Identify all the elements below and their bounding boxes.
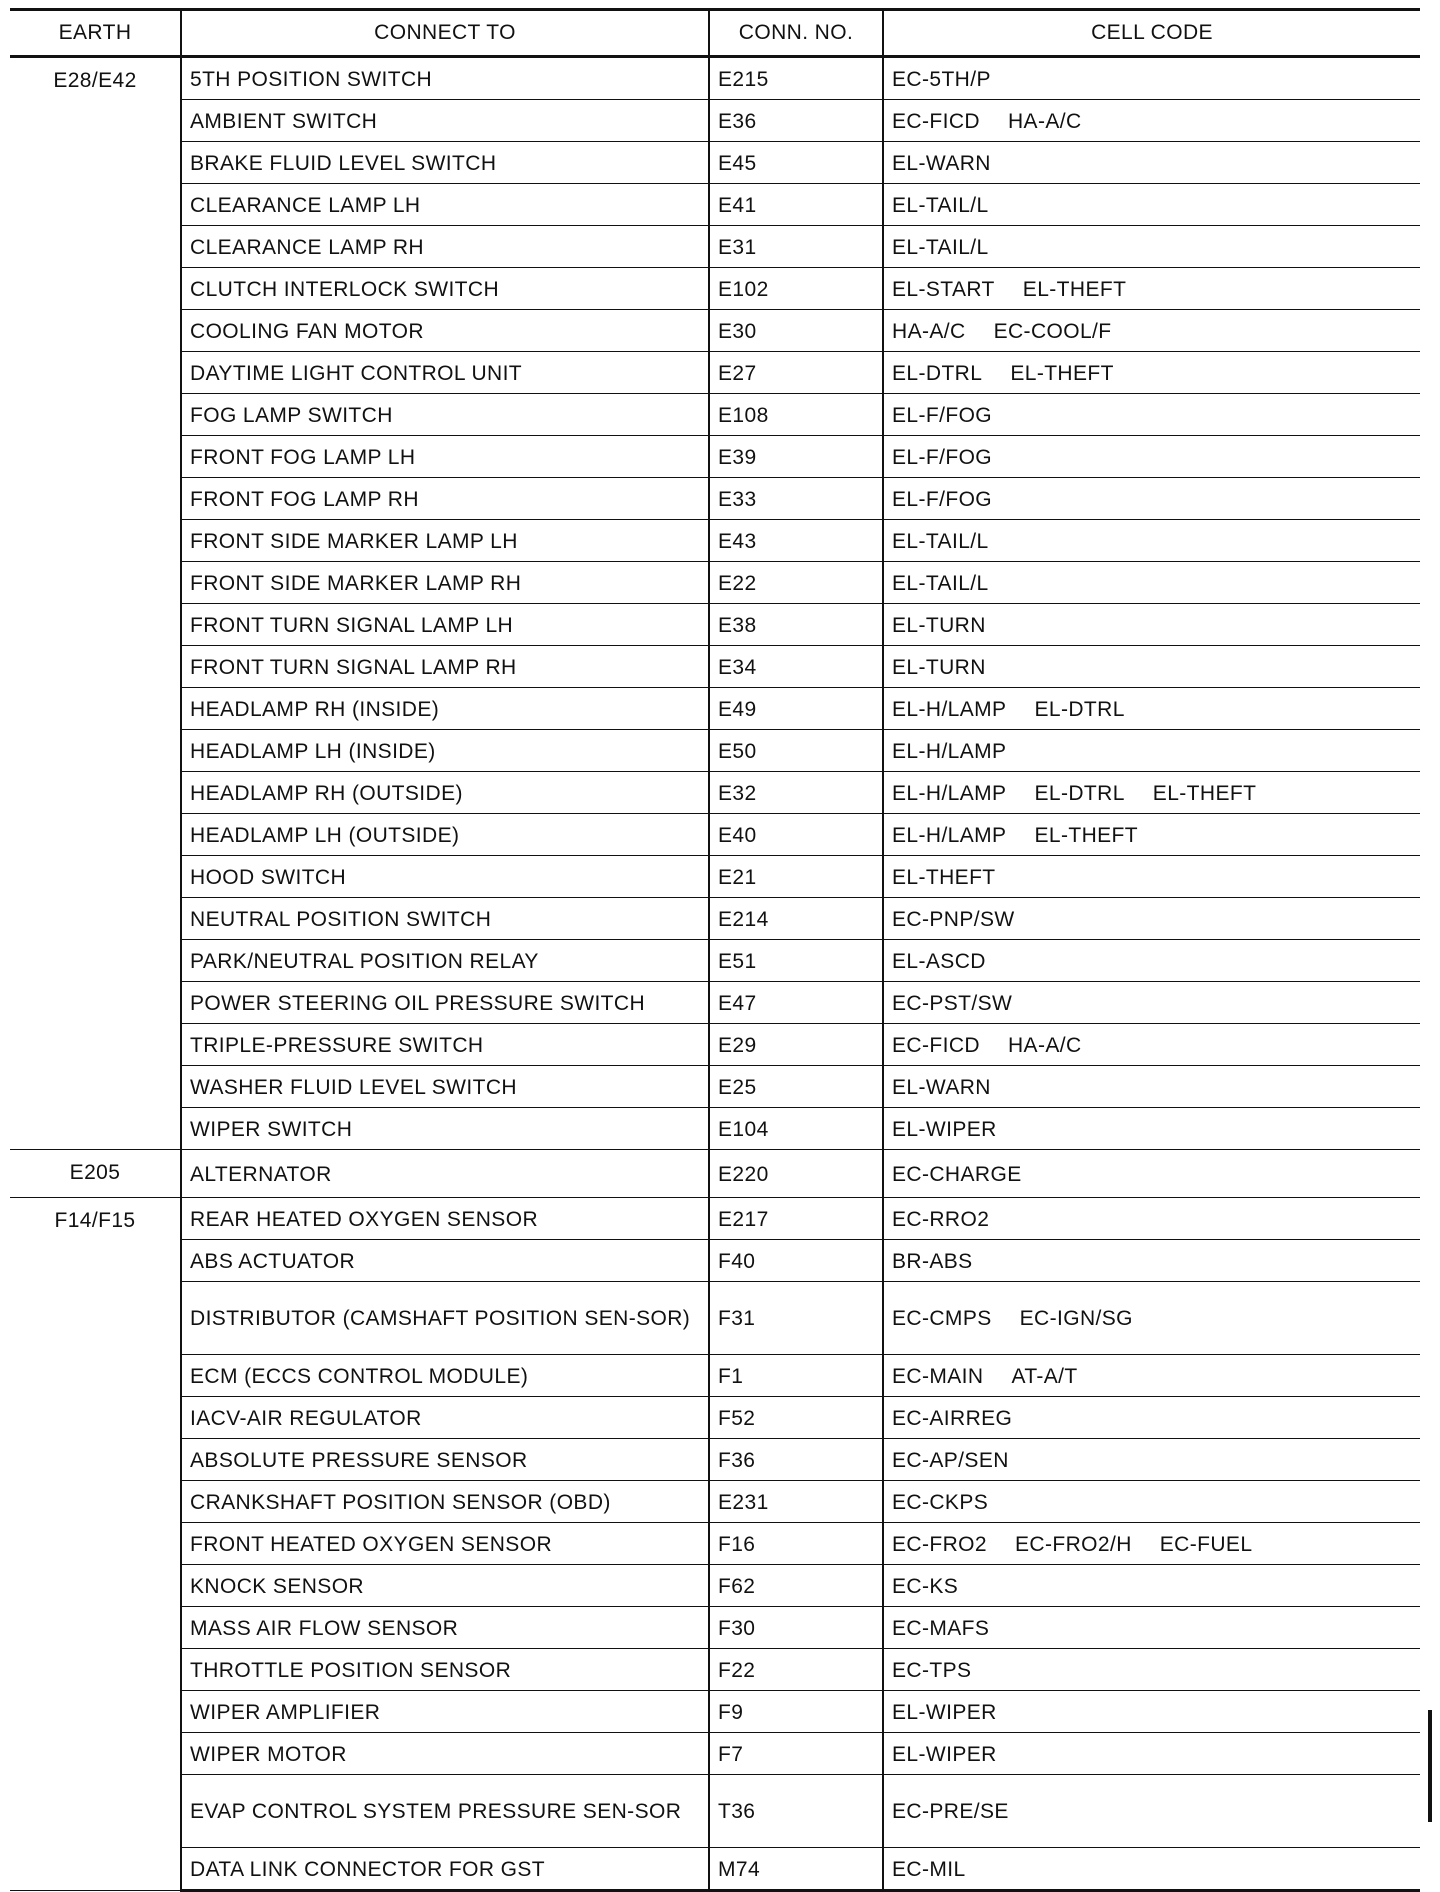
connect-to-cell: HEADLAMP LH (OUTSIDE)	[181, 814, 709, 856]
cell-code-cell	[883, 814, 1420, 856]
table-row	[10, 1066, 1420, 1108]
conn-no-cell: E30	[709, 310, 883, 352]
cell-code: EC-TPS	[892, 1658, 972, 1682]
table-row	[10, 1150, 1420, 1198]
table-row	[10, 1282, 1420, 1355]
connect-to-cell: WASHER FLUID LEVEL SWITCH	[181, 1066, 709, 1108]
connect-to-cell: TRIPLE-PRESSURE SWITCH	[181, 1024, 709, 1066]
connect-to-cell: EVAP CONTROL SYSTEM PRESSURE SEN-SOR	[181, 1775, 709, 1848]
cell-code-cell	[883, 1481, 1420, 1523]
cell-code: EC-FICD	[892, 109, 980, 133]
conn-no-cell: F1	[709, 1355, 883, 1397]
cell-code: EL-F/FOG	[892, 445, 993, 469]
cell-code: EC-RRO2	[892, 1207, 990, 1231]
cell-code-cell	[883, 772, 1420, 814]
cell-code: AT-A/T	[1011, 1364, 1078, 1388]
cell-code-cell	[883, 184, 1420, 226]
cell-code-cell	[883, 1775, 1420, 1848]
connect-to-cell: MASS AIR FLOW SENSOR	[181, 1607, 709, 1649]
cell-code: EC-5TH/P	[892, 67, 991, 91]
connect-to-cell: FRONT FOG LAMP RH	[181, 478, 709, 520]
table-row	[10, 394, 1420, 436]
conn-no-cell: F16	[709, 1523, 883, 1565]
cell-code: EL-THEFT	[1022, 277, 1127, 301]
cell-code: EL-WIPER	[892, 1742, 997, 1766]
cell-code: EL-H/LAMP	[892, 697, 1007, 721]
table-row	[10, 940, 1420, 982]
conn-no-cell: F31	[709, 1282, 883, 1355]
conn-no-cell: F30	[709, 1607, 883, 1649]
cell-code-cell	[883, 478, 1420, 520]
conn-no-cell: F52	[709, 1397, 883, 1439]
cell-code: EL-TURN	[892, 613, 986, 637]
connect-to-cell: 5TH POSITION SWITCH	[181, 57, 709, 100]
cell-code-cell	[883, 982, 1420, 1024]
conn-no-cell: E231	[709, 1481, 883, 1523]
cell-code: EL-WARN	[892, 1075, 991, 1099]
conn-no-cell: F62	[709, 1565, 883, 1607]
conn-no-cell: E31	[709, 226, 883, 268]
connect-to-cell: FRONT SIDE MARKER LAMP LH	[181, 520, 709, 562]
table-row	[10, 604, 1420, 646]
connect-to-cell: POWER STEERING OIL PRESSURE SWITCH	[181, 982, 709, 1024]
conn-no-cell: E32	[709, 772, 883, 814]
cell-code-cell	[883, 1066, 1420, 1108]
table-row	[10, 1607, 1420, 1649]
cell-code: EL-DTRL	[1034, 781, 1125, 805]
connect-to-cell: KNOCK SENSOR	[181, 1565, 709, 1607]
header-conn-no: CONN. NO.	[709, 10, 883, 57]
conn-no-cell: E40	[709, 814, 883, 856]
cell-code-cell	[883, 1691, 1420, 1733]
table-row	[10, 100, 1420, 142]
table-row	[10, 772, 1420, 814]
cell-code-cell	[883, 1397, 1420, 1439]
table-row	[10, 352, 1420, 394]
cell-code-cell	[883, 646, 1420, 688]
connect-to-cell: REAR HEATED OXYGEN SENSOR	[181, 1198, 709, 1240]
table-row	[10, 310, 1420, 352]
connect-to-cell: DAYTIME LIGHT CONTROL UNIT	[181, 352, 709, 394]
table-row	[10, 730, 1420, 772]
connect-to-cell: HEADLAMP RH (INSIDE)	[181, 688, 709, 730]
conn-no-cell: E50	[709, 730, 883, 772]
conn-no-cell: E104	[709, 1108, 883, 1150]
conn-no-cell: E38	[709, 604, 883, 646]
cell-code: EC-MIL	[892, 1857, 966, 1881]
connect-to-cell: BRAKE FLUID LEVEL SWITCH	[181, 142, 709, 184]
earth-point-cell: E205	[10, 1150, 181, 1198]
connect-to-cell: WIPER MOTOR	[181, 1733, 709, 1775]
connect-to-cell: ABSOLUTE PRESSURE SENSOR	[181, 1439, 709, 1481]
cell-code-cell	[883, 394, 1420, 436]
cell-code: EC-CHARGE	[892, 1162, 1022, 1186]
cell-code: EL-DTRL	[1034, 697, 1125, 721]
cell-code-cell	[883, 1150, 1420, 1198]
connect-to-cell: FRONT FOG LAMP LH	[181, 436, 709, 478]
conn-no-cell: E220	[709, 1150, 883, 1198]
table-row	[10, 1439, 1420, 1481]
cell-code: EL-ASCD	[892, 949, 986, 973]
conn-no-cell: E27	[709, 352, 883, 394]
header-earth: EARTH	[10, 10, 181, 57]
document-page	[10, 8, 1420, 1892]
connect-to-cell: FRONT TURN SIGNAL LAMP RH	[181, 646, 709, 688]
table-row	[10, 1691, 1420, 1733]
cell-code: EC-CMPS	[892, 1307, 992, 1330]
conn-no-cell: F22	[709, 1649, 883, 1691]
cell-code: EC-PNP/SW	[892, 907, 1015, 931]
conn-no-cell: F36	[709, 1439, 883, 1481]
conn-no-cell: F40	[709, 1240, 883, 1282]
earth-point-cell: F14/F15	[10, 1198, 181, 1891]
cell-code: EL-THEFT	[1010, 361, 1114, 385]
cell-code: EC-COOL/F	[993, 319, 1112, 343]
table-row	[10, 688, 1420, 730]
earth-point-cell: E28/E42	[10, 57, 181, 1150]
connect-to-cell: HOOD SWITCH	[181, 856, 709, 898]
conn-no-cell: E36	[709, 100, 883, 142]
connect-to-cell: ECM (ECCS CONTROL MODULE)	[181, 1355, 709, 1397]
cell-code: EC-CKPS	[892, 1490, 989, 1514]
cell-code-cell	[883, 1240, 1420, 1282]
conn-no-cell: M74	[709, 1848, 883, 1891]
cell-code-cell	[883, 898, 1420, 940]
cell-code: EC-MAIN	[892, 1364, 984, 1388]
cell-code-cell	[883, 436, 1420, 478]
table-body	[10, 57, 1420, 1891]
cell-code: EC-PST/SW	[892, 991, 1013, 1015]
cell-code: EL-START	[892, 277, 995, 301]
table-row	[10, 982, 1420, 1024]
cell-code: EL-THEFT	[892, 865, 996, 889]
header-connect-to: CONNECT TO	[181, 10, 709, 57]
table-row	[10, 856, 1420, 898]
cell-code-cell	[883, 604, 1420, 646]
table-row	[10, 1481, 1420, 1523]
margin-bar-mark	[1428, 1710, 1432, 1822]
connect-to-cell: COOLING FAN MOTOR	[181, 310, 709, 352]
cell-code-cell	[883, 1198, 1420, 1240]
table-row	[10, 436, 1420, 478]
conn-no-cell: E108	[709, 394, 883, 436]
connect-to-cell: IACV-AIR REGULATOR	[181, 1397, 709, 1439]
conn-no-cell: E45	[709, 142, 883, 184]
cell-code: EL-H/LAMP	[892, 739, 1007, 763]
cell-code-cell	[883, 352, 1420, 394]
cell-code: EC-FRO2/H	[1014, 1532, 1132, 1556]
cell-code: EL-WARN	[892, 151, 991, 175]
conn-no-cell: E29	[709, 1024, 883, 1066]
cell-code-cell	[883, 730, 1420, 772]
cell-code: BR-ABS	[892, 1249, 973, 1273]
conn-no-cell: E33	[709, 478, 883, 520]
cell-code-cell	[883, 310, 1420, 352]
conn-no-cell: E215	[709, 57, 883, 100]
conn-no-cell: E51	[709, 940, 883, 982]
connect-to-cell: NEUTRAL POSITION SWITCH	[181, 898, 709, 940]
table-row	[10, 226, 1420, 268]
cell-code-cell	[883, 268, 1420, 310]
cell-code-cell	[883, 1282, 1420, 1355]
table-row	[10, 1848, 1420, 1891]
connect-to-cell: FRONT HEATED OXYGEN SENSOR	[181, 1523, 709, 1565]
table-row	[10, 1240, 1420, 1282]
conn-no-cell: E47	[709, 982, 883, 1024]
cell-code: EL-TAIL/L	[892, 193, 989, 217]
cell-code-cell	[883, 562, 1420, 604]
table-row	[10, 142, 1420, 184]
conn-no-cell: E43	[709, 520, 883, 562]
table-row	[10, 1355, 1420, 1397]
connect-to-cell: FRONT TURN SIGNAL LAMP LH	[181, 604, 709, 646]
cell-code-cell	[883, 1607, 1420, 1649]
conn-no-cell: E102	[709, 268, 883, 310]
table-row	[10, 646, 1420, 688]
connect-to-cell: CRANKSHAFT POSITION SENSOR (OBD)	[181, 1481, 709, 1523]
cell-code-cell	[883, 1848, 1420, 1891]
cell-code-cell	[883, 1355, 1420, 1397]
connect-to-cell: PARK/NEUTRAL POSITION RELAY	[181, 940, 709, 982]
cell-code: EL-H/LAMP	[892, 823, 1007, 847]
table-row	[10, 478, 1420, 520]
conn-no-cell: F9	[709, 1691, 883, 1733]
cell-code: EL-TAIL/L	[892, 235, 989, 259]
table-row	[10, 1649, 1420, 1691]
conn-no-cell: E41	[709, 184, 883, 226]
conn-no-cell: E25	[709, 1066, 883, 1108]
table-row	[10, 1024, 1420, 1066]
cell-code: EC-FUEL	[1159, 1532, 1253, 1556]
connect-to-cell: ABS ACTUATOR	[181, 1240, 709, 1282]
cell-code-cell	[883, 57, 1420, 100]
cell-code: EL-F/FOG	[892, 403, 993, 427]
cell-code: EC-FICD	[892, 1033, 980, 1057]
table-row	[10, 1397, 1420, 1439]
cell-code-cell	[883, 100, 1420, 142]
cell-code: EC-IGN/SG	[1019, 1307, 1133, 1330]
cell-code: HA-A/C	[892, 319, 966, 343]
connect-to-cell: DATA LINK CONNECTOR FOR GST	[181, 1848, 709, 1891]
cell-code: EC-AP/SEN	[892, 1448, 1009, 1472]
table-row	[10, 184, 1420, 226]
cell-code-cell	[883, 1565, 1420, 1607]
table-row	[10, 1523, 1420, 1565]
cell-code-cell	[883, 856, 1420, 898]
cell-code: HA-A/C	[1007, 109, 1082, 133]
cell-code-cell	[883, 520, 1420, 562]
connect-to-cell: DISTRIBUTOR (CAMSHAFT POSITION SEN-SOR)	[181, 1282, 709, 1355]
cell-code-cell	[883, 1024, 1420, 1066]
cell-code: EC-PRE/SE	[892, 1800, 1009, 1823]
cell-code: EC-KS	[892, 1574, 959, 1598]
table-row	[10, 1733, 1420, 1775]
header-cell-code: CELL CODE	[883, 10, 1420, 57]
cell-code-cell	[883, 1439, 1420, 1481]
table-row	[10, 268, 1420, 310]
table-row	[10, 814, 1420, 856]
conn-no-cell: E21	[709, 856, 883, 898]
cell-code-cell	[883, 1108, 1420, 1150]
table-row	[10, 57, 1420, 100]
connect-to-cell: HEADLAMP RH (OUTSIDE)	[181, 772, 709, 814]
conn-no-cell: E217	[709, 1198, 883, 1240]
cell-code: EC-MAFS	[892, 1616, 990, 1640]
table-row	[10, 898, 1420, 940]
table-row	[10, 1565, 1420, 1607]
cell-code: EL-F/FOG	[892, 487, 993, 511]
conn-no-cell: E49	[709, 688, 883, 730]
conn-no-cell: E214	[709, 898, 883, 940]
cell-code: EC-FRO2	[892, 1532, 987, 1556]
table-row	[10, 1775, 1420, 1848]
conn-no-cell: E34	[709, 646, 883, 688]
connect-to-cell: CLUTCH INTERLOCK SWITCH	[181, 268, 709, 310]
connect-to-cell: HEADLAMP LH (INSIDE)	[181, 730, 709, 772]
connect-to-cell: WIPER SWITCH	[181, 1108, 709, 1150]
cell-code-cell	[883, 1523, 1420, 1565]
cell-code: EL-DTRL	[892, 361, 983, 385]
cell-code: EL-TAIL/L	[892, 571, 989, 595]
conn-no-cell: T36	[709, 1775, 883, 1848]
cell-code: EC-AIRREG	[892, 1406, 1013, 1430]
conn-no-cell: E39	[709, 436, 883, 478]
cell-code-cell	[883, 940, 1420, 982]
cell-code: EL-THEFT	[1034, 823, 1139, 847]
table-row	[10, 562, 1420, 604]
cell-code-cell	[883, 226, 1420, 268]
table-row	[10, 520, 1420, 562]
cell-code-cell	[883, 1649, 1420, 1691]
conn-no-cell: E22	[709, 562, 883, 604]
table-row	[10, 1108, 1420, 1150]
earth-connector-table	[10, 8, 1420, 1892]
cell-code: EL-H/LAMP	[892, 781, 1007, 805]
connect-to-cell: AMBIENT SWITCH	[181, 100, 709, 142]
cell-code: EL-WIPER	[892, 1117, 997, 1141]
cell-code: EL-TURN	[892, 655, 986, 679]
connect-to-cell: THROTTLE POSITION SENSOR	[181, 1649, 709, 1691]
connect-to-cell: FRONT SIDE MARKER LAMP RH	[181, 562, 709, 604]
connect-to-cell: CLEARANCE LAMP LH	[181, 184, 709, 226]
cell-code-cell	[883, 1733, 1420, 1775]
cell-code-cell	[883, 688, 1420, 730]
connect-to-cell: CLEARANCE LAMP RH	[181, 226, 709, 268]
table-row	[10, 1198, 1420, 1240]
table-header-row	[10, 10, 1420, 57]
conn-no-cell: F7	[709, 1733, 883, 1775]
cell-code: EL-THEFT	[1152, 781, 1257, 805]
cell-code: HA-A/C	[1007, 1033, 1082, 1057]
cell-code-cell	[883, 142, 1420, 184]
connect-to-cell: WIPER AMPLIFIER	[181, 1691, 709, 1733]
cell-code: EL-TAIL/L	[892, 529, 989, 553]
connect-to-cell: FOG LAMP SWITCH	[181, 394, 709, 436]
connect-to-cell: ALTERNATOR	[181, 1150, 709, 1198]
cell-code: EL-WIPER	[892, 1700, 997, 1724]
